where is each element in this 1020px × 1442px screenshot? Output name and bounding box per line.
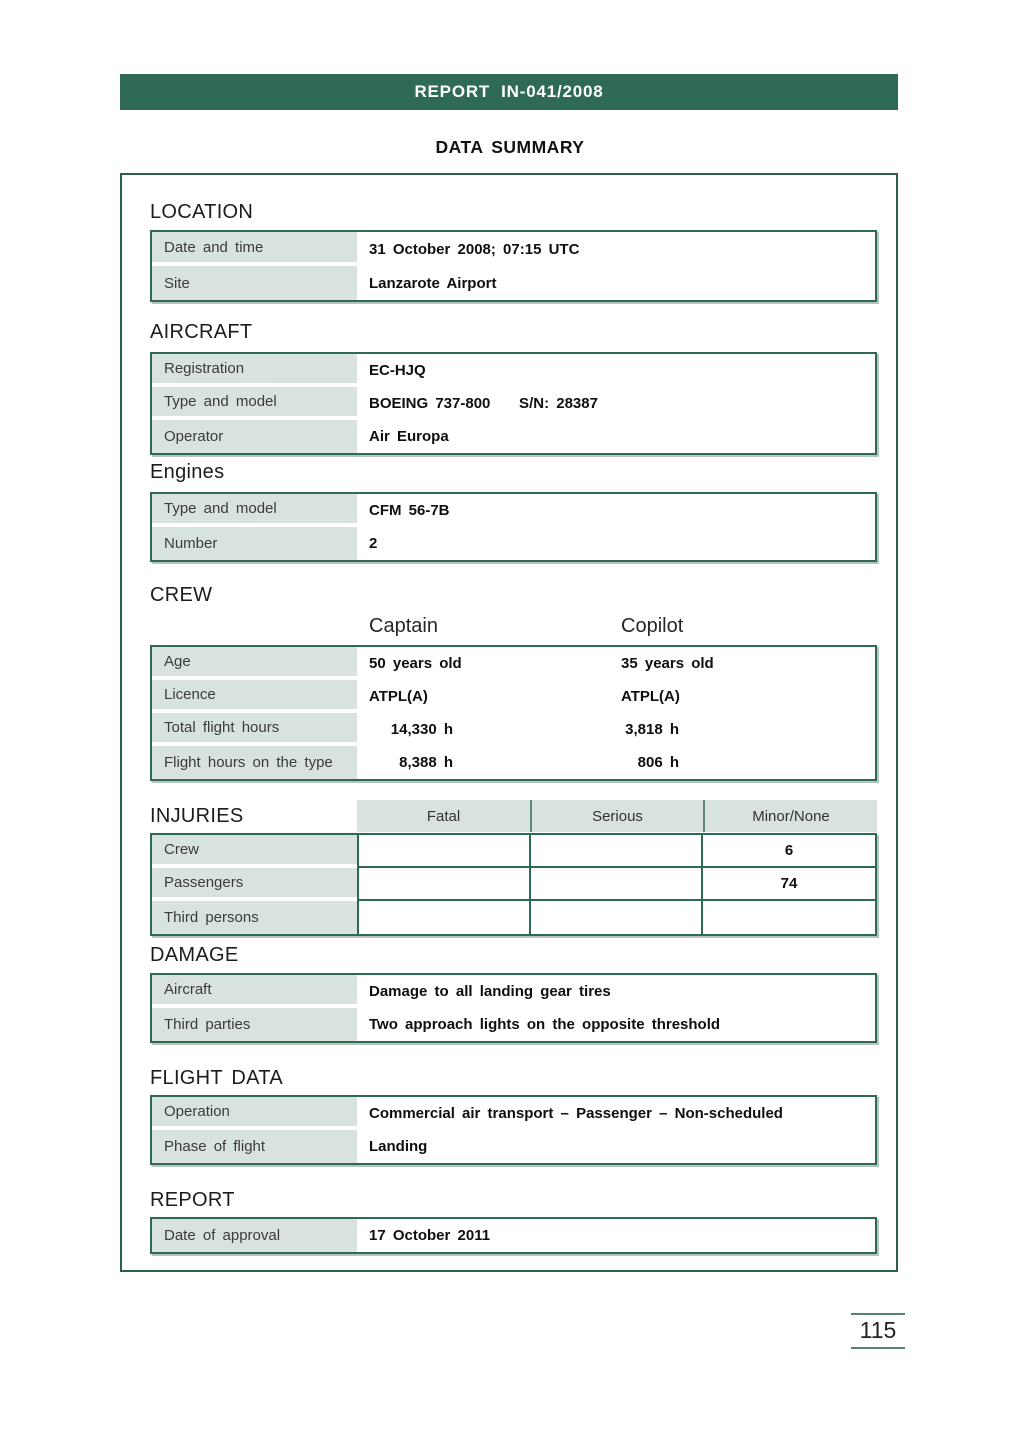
row-value: 2 xyxy=(369,535,378,552)
section-heading-damage: DAMAGE xyxy=(150,944,239,966)
report-table xyxy=(150,1217,877,1254)
row-label: Third persons xyxy=(152,901,357,934)
crew-column-headers xyxy=(150,615,877,638)
crew-col-captain: Captain xyxy=(369,615,438,637)
crew-captain-value xyxy=(357,746,609,779)
section-heading-crew: CREW xyxy=(150,584,213,606)
section-heading-engines: Engines xyxy=(150,461,225,483)
section-heading-aircraft: AIRCRAFT xyxy=(150,321,253,343)
row-label: Passengers xyxy=(152,868,357,901)
row-value: Two approach lights on the opposite threshold xyxy=(369,1016,721,1033)
report-banner xyxy=(120,74,898,110)
row-value: Lanzarote Airport xyxy=(369,274,497,292)
row-value: Commercial air transport – Passenger – Non-scheduled xyxy=(369,1105,783,1122)
section-heading-report: REPORT xyxy=(150,1189,235,1211)
row-value: Damage to all landing gear tires xyxy=(369,983,611,1000)
crew-captain-value xyxy=(357,713,609,746)
crew-copilot-value: 35 years old xyxy=(621,655,714,672)
row-label: Registration xyxy=(152,354,357,387)
injuries-minor-value: 74 xyxy=(701,868,875,901)
crew-copilot-value xyxy=(609,713,875,746)
location-table xyxy=(150,230,877,302)
row-label: Site xyxy=(152,266,357,300)
row-label: Type and model xyxy=(152,387,357,420)
crew-copilot-value: ATPL(A) xyxy=(621,688,680,705)
report-banner-title: REPORT IN-041/2008 xyxy=(414,82,604,101)
hours-value: 3,818 h xyxy=(625,721,679,738)
data-summary-box xyxy=(120,173,898,1272)
row-label: Type and model xyxy=(152,494,357,527)
row-label: Aircraft xyxy=(152,975,357,1008)
aircraft-table xyxy=(150,352,877,455)
row-label: Phase of flight xyxy=(152,1130,357,1163)
row-label: Date and time xyxy=(152,232,357,266)
row-value: 31 October 2008; 07:15 UTC xyxy=(369,240,580,258)
crew-col-copilot: Copilot xyxy=(621,615,684,637)
row-value: Landing xyxy=(369,1138,428,1155)
row-label: Flight hours on the type xyxy=(152,746,357,779)
page-number: 115 xyxy=(851,1313,905,1349)
injuries-table xyxy=(150,833,877,936)
section-heading-flight-data: FLIGHT DATA xyxy=(150,1067,283,1089)
row-label: Operation xyxy=(152,1097,357,1130)
section-heading-injuries: INJURIES xyxy=(150,804,244,827)
hours-value: 14,330 h xyxy=(390,721,453,738)
row-label: Age xyxy=(152,647,357,680)
hours-value: 8,388 h xyxy=(399,754,453,771)
injuries-serious-value xyxy=(529,901,701,934)
injuries-fatal-value xyxy=(357,868,529,901)
crew-captain-value: ATPL(A) xyxy=(369,688,428,705)
injuries-col-minor: Minor/None xyxy=(703,800,877,832)
row-value: 17 October 2011 xyxy=(369,1227,491,1244)
crew-captain-value: 50 years old xyxy=(369,655,462,672)
injuries-fatal-value xyxy=(357,835,529,868)
row-label: Licence xyxy=(152,680,357,713)
row-value: EC-HJQ xyxy=(369,362,426,379)
section-heading-location: LOCATION xyxy=(150,201,254,223)
row-value: Air Europa xyxy=(369,428,449,445)
injuries-col-fatal: Fatal xyxy=(357,800,530,832)
engines-table xyxy=(150,492,877,562)
injuries-fatal-value xyxy=(357,901,529,934)
flight-data-table xyxy=(150,1095,877,1165)
injuries-serious-value xyxy=(529,868,701,901)
crew-copilot-value xyxy=(609,746,875,779)
row-label: Total flight hours xyxy=(152,713,357,746)
row-label: Crew xyxy=(152,835,357,868)
row-value: CFM 56-7B xyxy=(369,502,450,519)
row-label: Date of approval xyxy=(152,1219,357,1252)
crew-table xyxy=(150,645,877,781)
injuries-minor-value: 6 xyxy=(701,835,875,868)
crew-col-spacer xyxy=(150,615,357,638)
row-label: Third parties xyxy=(152,1008,357,1041)
row-label: Operator xyxy=(152,420,357,453)
injuries-serious-value xyxy=(529,835,701,868)
injuries-col-serious: Serious xyxy=(530,800,703,832)
row-label: Number xyxy=(152,527,357,560)
hours-value: 806 h xyxy=(637,754,679,771)
injuries-minor-value xyxy=(701,901,875,934)
document-title: DATA SUMMARY xyxy=(435,137,585,157)
damage-table xyxy=(150,973,877,1043)
row-value: BOEING 737-800 S/N: 28387 xyxy=(369,395,598,412)
injuries-header-row xyxy=(150,800,877,832)
